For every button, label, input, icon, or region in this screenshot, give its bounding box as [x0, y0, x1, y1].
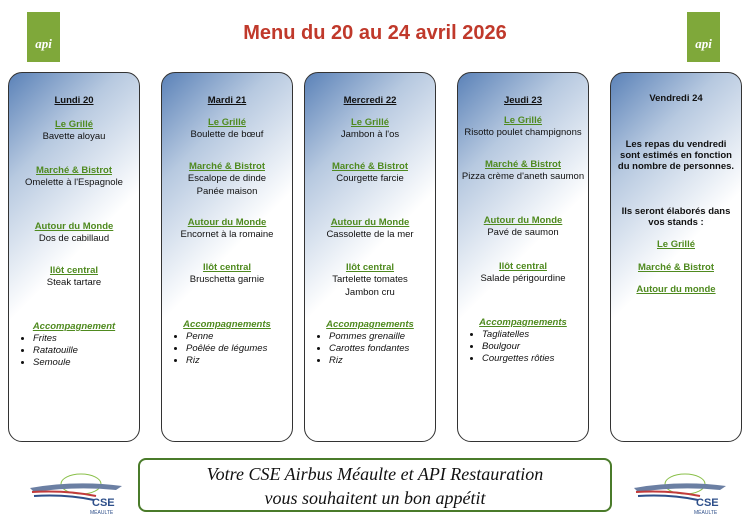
cse-logo-text: CSE: [696, 497, 719, 509]
dish: Bruschetta garnie: [189, 274, 265, 285]
sides-heading: Accompagnements: [479, 317, 567, 328]
friday-note: Les repas du vendredi sont estimés en fonction du nombre de personnes.: [617, 139, 735, 172]
menu-section-monde: [162, 217, 292, 241]
day-column-tuesday: [161, 72, 293, 442]
dish: Bavette aloyau: [42, 131, 106, 142]
side-item: • Boulgour: [482, 341, 584, 353]
page-title: Menu du 20 au 24 avril 2026: [243, 22, 507, 44]
side-item: • Courgettes rôties: [482, 353, 584, 365]
section-heading: Marché & Bistrot: [35, 165, 112, 176]
dish: Pavé de saumon: [487, 227, 559, 238]
cse-logo-right: [630, 460, 734, 516]
menu-section-monde: [458, 215, 588, 239]
dish: Encornet à la romaine: [180, 229, 274, 240]
dish: Omelette à l'Espagnole: [25, 177, 123, 188]
section-heading: Le Grillé: [503, 115, 542, 126]
day-column-thursday: [457, 72, 589, 442]
footer-line: vous souhaitent un bon appétit: [264, 488, 486, 508]
menu-section-ilot: [162, 262, 292, 286]
menu-section-marche: [305, 161, 435, 185]
day-name: Mardi 21: [207, 95, 247, 106]
api-logo-text: api: [35, 36, 52, 51]
day-name: Mercredi 22: [343, 95, 397, 106]
side-item: • Semoule: [33, 357, 135, 369]
dish: Cassolette de la mer: [326, 229, 414, 240]
side-item: • Poêlée de légumes: [186, 343, 288, 355]
section-heading: Le Grillé: [54, 119, 93, 130]
side-item: • Riz: [186, 355, 288, 367]
side-item: • Frites: [33, 333, 135, 345]
section-heading: Le Grillé: [207, 117, 246, 128]
day-name: Jeudi 23: [503, 95, 543, 106]
side-item: • Tagliatelles: [482, 329, 584, 341]
section-heading: Autour du Monde: [187, 217, 267, 228]
cse-logo-left: [26, 460, 130, 516]
section-heading: Autour du Monde: [330, 217, 410, 228]
section-heading: Le Grillé: [350, 117, 389, 128]
menu-section-monde: [9, 221, 139, 245]
sides-section: [176, 319, 288, 367]
sides-heading: Accompagnements: [183, 319, 271, 330]
menu-section-monde: [305, 217, 435, 241]
dish: Jambon à l'os: [340, 129, 400, 140]
side-item: • Pommes grenaille: [329, 331, 431, 343]
dish: Boulette de bœuf: [190, 129, 264, 140]
footer-line: Votre CSE Airbus Méaulte et API Restauration: [206, 464, 544, 484]
dish: Dos de cabillaud: [38, 233, 110, 244]
friday-stand: Autour du monde: [636, 284, 716, 295]
side-item: • Riz: [329, 355, 431, 367]
sides-section: [23, 321, 135, 369]
menu-section-grille: [458, 115, 588, 139]
menu-section-grille: [305, 117, 435, 141]
menu-section-marche: [9, 165, 139, 189]
dish: Jambon cru: [345, 287, 395, 298]
section-heading: Ilôt central: [345, 262, 395, 273]
menu-section-grille: [9, 119, 139, 143]
section-heading: Ilôt central: [49, 265, 99, 276]
menu-section-marche: [458, 159, 588, 183]
menu-section-grille: [162, 117, 292, 141]
sides-section: [472, 317, 584, 365]
side-item: • Carottes fondantes: [329, 343, 431, 355]
dish: Risotto poulet champignons: [464, 127, 582, 138]
section-heading: Marché & Bistrot: [188, 161, 265, 172]
section-heading: Autour du Monde: [483, 215, 563, 226]
api-logo-text: api: [695, 36, 712, 51]
dish: Pizza crème d'aneth saumon: [461, 171, 585, 182]
day-column-monday: [8, 72, 140, 442]
menu-section-marche: [162, 161, 292, 198]
section-heading: Marché & Bistrot: [331, 161, 408, 172]
menu-section-ilot: [9, 265, 139, 289]
menu-section-ilot: [305, 262, 435, 299]
sides-heading: Accompagnements: [326, 319, 414, 330]
day-column-friday: [610, 72, 742, 442]
section-heading: Autour du Monde: [34, 221, 114, 232]
sides-heading: Accompagnement: [32, 321, 116, 332]
section-heading: Ilôt central: [498, 261, 548, 272]
friday-note: Ils seront élaborés dans vos stands :: [621, 206, 731, 228]
day-column-wednesday: [304, 72, 436, 442]
day-name: Lundi 20: [54, 95, 94, 106]
dish: Steak tartare: [46, 277, 102, 288]
dish: Escalope de dinde: [187, 173, 267, 184]
dish: Courgette farcie: [336, 173, 404, 184]
cse-logo-subtext: MÉAULTE: [90, 510, 114, 516]
friday-stand: Marché & Bistrot: [637, 262, 714, 273]
side-item: • Penne: [186, 331, 288, 343]
dish: Salade périgourdine: [480, 273, 566, 284]
sides-section: [319, 319, 431, 367]
cse-logo-subtext: MÉAULTE: [694, 510, 718, 516]
cse-logo-text: CSE: [92, 497, 115, 509]
dish: Tartelette tomates: [332, 274, 408, 285]
section-heading: Ilôt central: [202, 262, 252, 273]
side-item: • Ratatouille: [33, 345, 135, 357]
dish: Panée maison: [196, 186, 258, 197]
menu-section-ilot: [458, 261, 588, 285]
section-heading: Marché & Bistrot: [484, 159, 561, 170]
friday-stand: Le Grillé: [656, 239, 695, 250]
footer-message: [138, 458, 612, 512]
day-name: Vendredi 24: [649, 93, 703, 104]
